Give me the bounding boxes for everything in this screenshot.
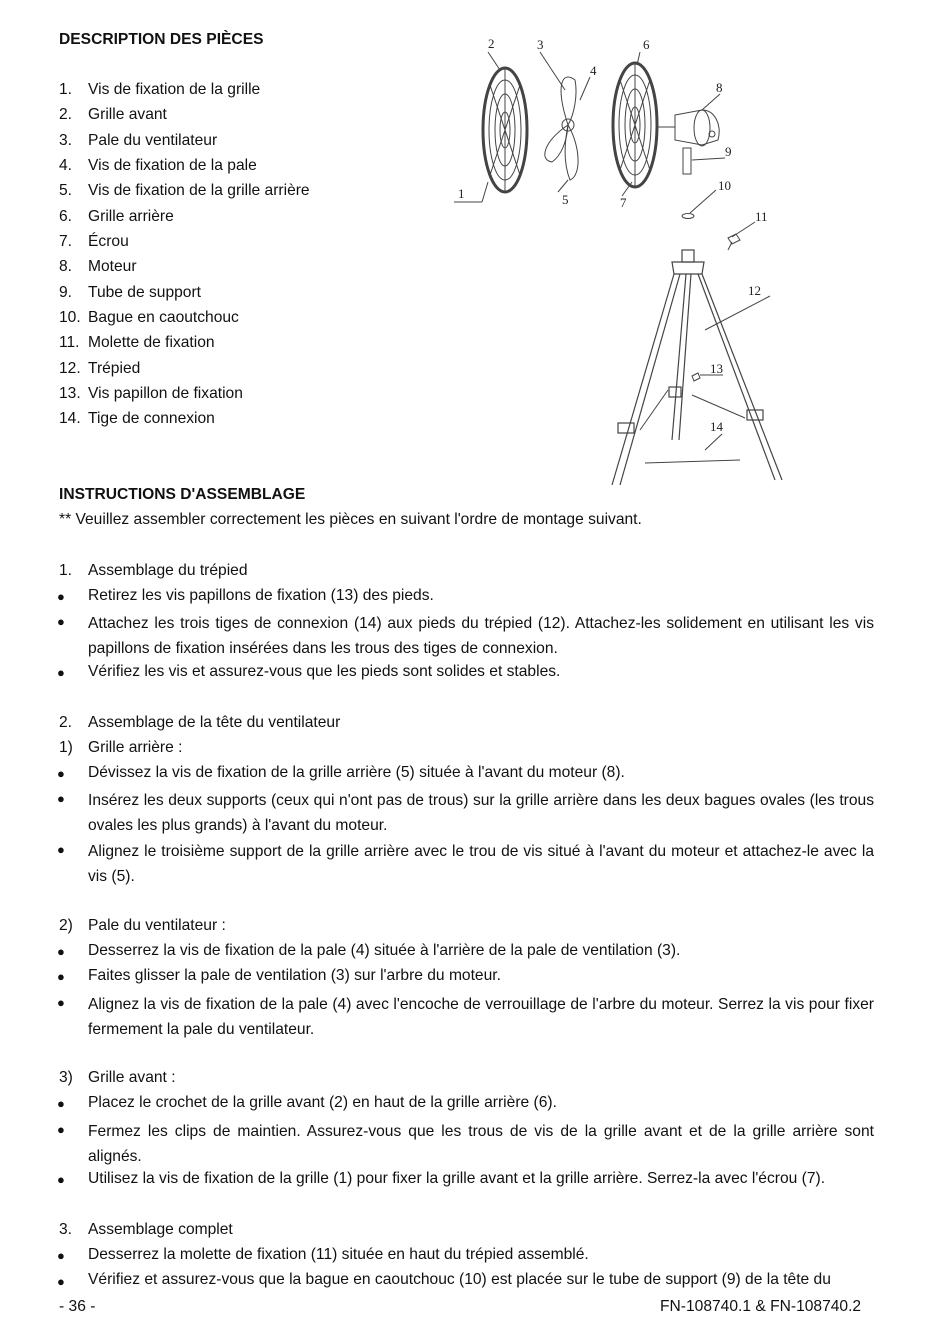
item-number: 7. (59, 233, 73, 250)
rear-grille-drawing (613, 63, 657, 187)
section-number: 3. (59, 1221, 73, 1238)
list-item (59, 81, 72, 99)
list-item-label: Tige de connexion (88, 410, 215, 427)
section-title: Assemblage complet (88, 1221, 233, 1238)
bullet-marker: ● (57, 995, 65, 1010)
subsection-title: Pale du ventilateur : (88, 917, 226, 934)
instruction-text: Dévissez la vis de fixation de la grille arrière (5) située à l'avant du moteur (8). (88, 764, 625, 781)
section-title: Assemblage de la tête du ventilateur (88, 714, 341, 731)
subsection-title: Grille arrière : (88, 739, 183, 756)
callout-3: 3 (537, 37, 544, 52)
callout-8: 8 (716, 80, 723, 95)
item-number: 9. (59, 284, 73, 301)
connecting-rods-drawing (640, 390, 745, 463)
callout-14: 14 (710, 419, 723, 434)
bullet-marker: ● (57, 1274, 65, 1289)
callout-10: 10 (718, 178, 731, 193)
list-item-label: Bague en caoutchouc (88, 309, 239, 326)
instruction-text: Alignez la vis de fixation de la pale (4) avec l'encoche de verrouillage de l'arbre du moteur. Serrez la vis pour fixer fermement la pale du ventilateur. (88, 996, 874, 1039)
wing-screw-drawing (692, 373, 700, 381)
callout-13: 13 (710, 361, 723, 376)
bullet-marker: ● (57, 766, 65, 781)
support-tube-drawing (683, 148, 691, 174)
instruction-text: Desserrez la vis de fixation de la pale (4) située à l'arrière de la pale de ventilation (3). (88, 942, 681, 959)
callout-6: 6 (643, 37, 650, 52)
bullet-marker: ● (57, 1122, 65, 1137)
instruction-text: Desserrez la molette de fixation (11) située en haut du trépied assemblé. (88, 1246, 589, 1263)
front-grille-drawing (483, 68, 527, 192)
list-item-label: Trépied (88, 360, 141, 377)
bullet-marker: ● (57, 589, 65, 604)
subsection-number: 3) (59, 1069, 73, 1086)
model-reference: FN-108740.1 & FN-108740.2 (660, 1298, 862, 1315)
instruction-text: Fermez les clips de maintien. Assurez-vous que les trous de vis de la grille avant et de la grille arrière sont alignés. (88, 1123, 874, 1166)
item-number: 10. (59, 309, 81, 326)
list-item-label: Pale du ventilateur (88, 132, 218, 149)
callout-7: 7 (620, 195, 627, 210)
bullet-marker: ● (57, 791, 65, 806)
list-item-label: Vis de fixation de la pale (88, 157, 257, 174)
list-item-label: Grille avant (88, 106, 167, 123)
bullet-marker: ● (57, 1096, 65, 1111)
callout-4: 4 (590, 63, 597, 78)
bullet-marker: ● (57, 614, 65, 629)
item-number: 8. (59, 258, 73, 275)
bullet-marker: ● (57, 944, 65, 959)
assembly-title: INSTRUCTIONS D'ASSEMBLAGE (59, 486, 306, 503)
knob-drawing (728, 234, 740, 250)
list-item-label: Tube de support (88, 284, 201, 301)
subsection-number: 2) (59, 917, 73, 934)
list-item-label: Grille arrière (88, 208, 174, 225)
instruction-text: Insérez les deux supports (ceux qui n'ont pas de trous) sur la grille arrière dans les deux bagues ovales (les trous ovales les plus grands) à l'avant du moteur. (88, 792, 874, 835)
bullet-marker: ● (57, 842, 65, 857)
item-number: 12. (59, 360, 81, 377)
item-number: 5. (59, 182, 73, 199)
instruction-text: Placez le crochet de la grille avant (2) en haut de la grille arrière (6). (88, 1094, 557, 1111)
callout-labels (458, 36, 768, 434)
callout-1: 1 (458, 186, 465, 201)
fan-exploded-diagram (440, 30, 790, 500)
subsection-number: 1) (59, 739, 73, 756)
item-number: 2. (59, 106, 73, 123)
list-item-label: Écrou (88, 233, 129, 250)
parts-title: DESCRIPTION DES PIÈCES (59, 31, 264, 48)
item-number: 13. (59, 385, 81, 402)
bullet-marker: ● (57, 665, 65, 680)
item-number: 14. (59, 410, 81, 427)
assembly-note: ** Veuillez assembler correctement les pièces en suivant l'ordre de montage suivant. (59, 511, 642, 528)
callout-9: 9 (725, 144, 732, 159)
item-number: 4. (59, 157, 73, 174)
list-item-label: Molette de fixation (88, 334, 215, 351)
list-item-label: Moteur (88, 258, 137, 275)
rubber-ring-drawing (682, 214, 694, 219)
fan-blade-drawing (545, 77, 578, 180)
instruction-text: Attachez les trois tiges de connexion (14) aux pieds du trépied (12). Attachez-les solidement en utilisant les vis papillons de fixation insérées dans les trous des tiges de connexion. (88, 615, 874, 658)
instruction-text: Vérifiez les vis et assurez-vous que les pieds sont solides et stables. (88, 663, 561, 680)
motor-drawing (658, 110, 719, 146)
section-number: 1. (59, 562, 73, 579)
item-number: 6. (59, 208, 73, 225)
page-number: - 36 - (59, 1298, 96, 1315)
instruction-text: Alignez le troisième support de la grille arrière avec le trou de vis situé à l'avant du moteur et attachez-le avec la vis (5). (88, 843, 874, 886)
subsection-title: Grille avant : (88, 1069, 176, 1086)
item-number: 11. (59, 334, 80, 351)
list-item-label: Vis papillon de fixation (88, 385, 243, 402)
list-item-label: Vis de fixation de la grille (88, 81, 261, 98)
bullet-marker: ● (57, 1248, 65, 1263)
list-item-label: Vis de fixation de la grille arrière (88, 182, 310, 199)
callout-5: 5 (562, 192, 569, 207)
callout-2: 2 (488, 36, 495, 51)
instruction-text: Retirez les vis papillons de fixation (13) des pieds. (88, 587, 434, 604)
section-number: 2. (59, 714, 73, 731)
callout-11: 11 (755, 209, 768, 224)
bullet-marker: ● (57, 969, 65, 984)
instruction-text: Utilisez la vis de fixation de la grille (1) pour fixer la grille avant et la grille arrière. Serrez-la avec l'écrou (7). (88, 1170, 826, 1187)
callout-12: 12 (748, 283, 761, 298)
item-number: 1. (59, 81, 73, 98)
item-number: 3. (59, 132, 73, 149)
instruction-text: Faites glisser la pale de ventilation (3) sur l'arbre du moteur. (88, 967, 501, 984)
instruction-text: Vérifiez et assurez-vous que la bague en caoutchouc (10) est placée sur le tube de support (9) de la tête du (88, 1271, 831, 1288)
section-title: Assemblage du trépied (88, 562, 248, 579)
bullet-marker: ● (57, 1172, 65, 1187)
